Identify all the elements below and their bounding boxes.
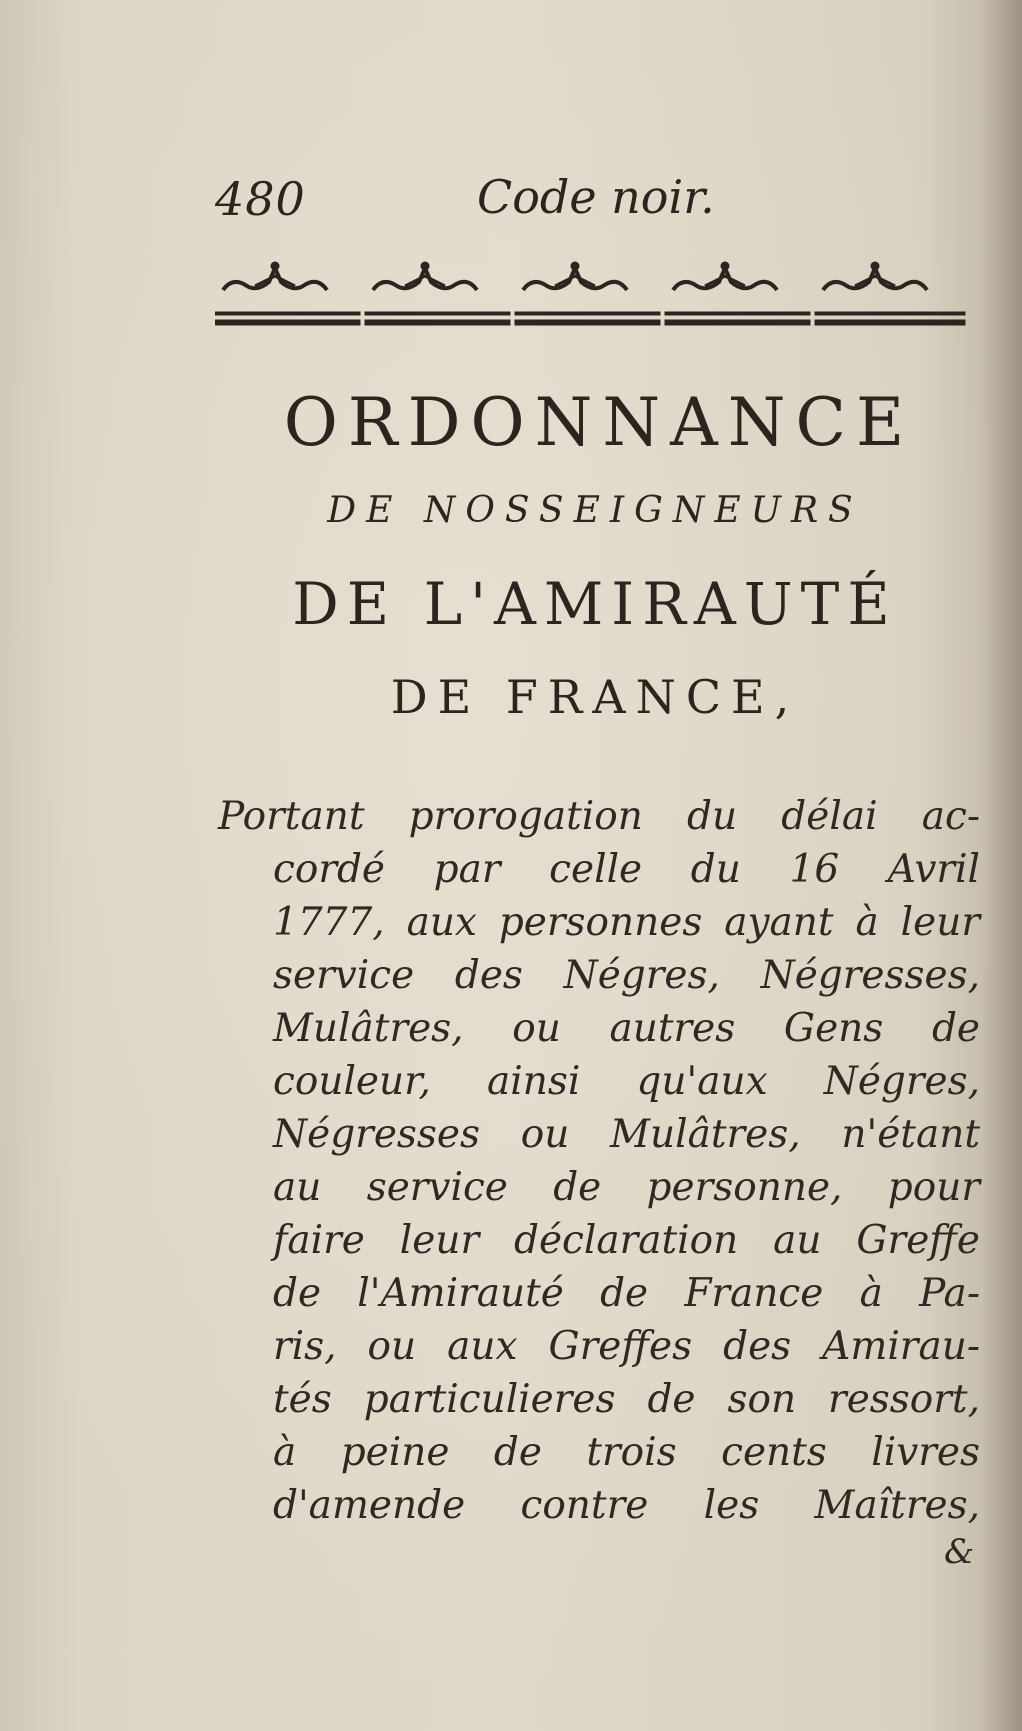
ornament-unit (673, 262, 777, 290)
body-paragraph (218, 790, 980, 1532)
ornament-unit (223, 262, 327, 290)
text-line: 1777, aux personnes ayant à leur (273, 900, 980, 945)
text-line: cordé par celle du 16 Avril (273, 847, 980, 892)
ornament-unit (823, 262, 927, 290)
ornament-unit (523, 262, 627, 290)
ornament-band (215, 256, 970, 336)
text-line: couleur, ainsi qu'aux Négres, (273, 1059, 980, 1104)
running-head: Code noir. (477, 170, 715, 224)
ornament-unit (373, 262, 477, 290)
page-header (215, 160, 975, 230)
title-france: DE FRANCE, (390, 670, 800, 724)
title-block (215, 378, 975, 732)
text-line: tés particulieres de son ressort, (273, 1377, 980, 1422)
text-line: au service de personne, pour (273, 1165, 980, 1210)
text-line: Négresses ou Mulâtres, n'étant (273, 1112, 980, 1157)
title-nosseigneurs: DE NOSSEIGNEURS (327, 490, 863, 531)
text-line: Portant prorogation du délai ac- (218, 794, 980, 839)
text-line: Mulâtres, ou autres Gens de (273, 1006, 980, 1051)
text-line: de l'Amirauté de France à Pa- (273, 1271, 980, 1316)
title-amiraute: DE L'AMIRAUTÉ (292, 570, 898, 638)
text-line: faire leur déclaration au Greffe (273, 1218, 980, 1263)
text-line: d'amende contre les Maîtres, (273, 1483, 980, 1528)
page-edge-shadow (982, 0, 1022, 1731)
text-line: service des Négres, Négresses, (273, 953, 980, 998)
text-line: ris, ou aux Greffes des Amirau- (273, 1324, 980, 1369)
title-ordonnance: ORDONNANCE (283, 384, 915, 461)
text-line: à peine de trois cents livres (273, 1430, 980, 1475)
page-number: 480 (215, 172, 306, 226)
catchword: & (944, 1532, 975, 1572)
